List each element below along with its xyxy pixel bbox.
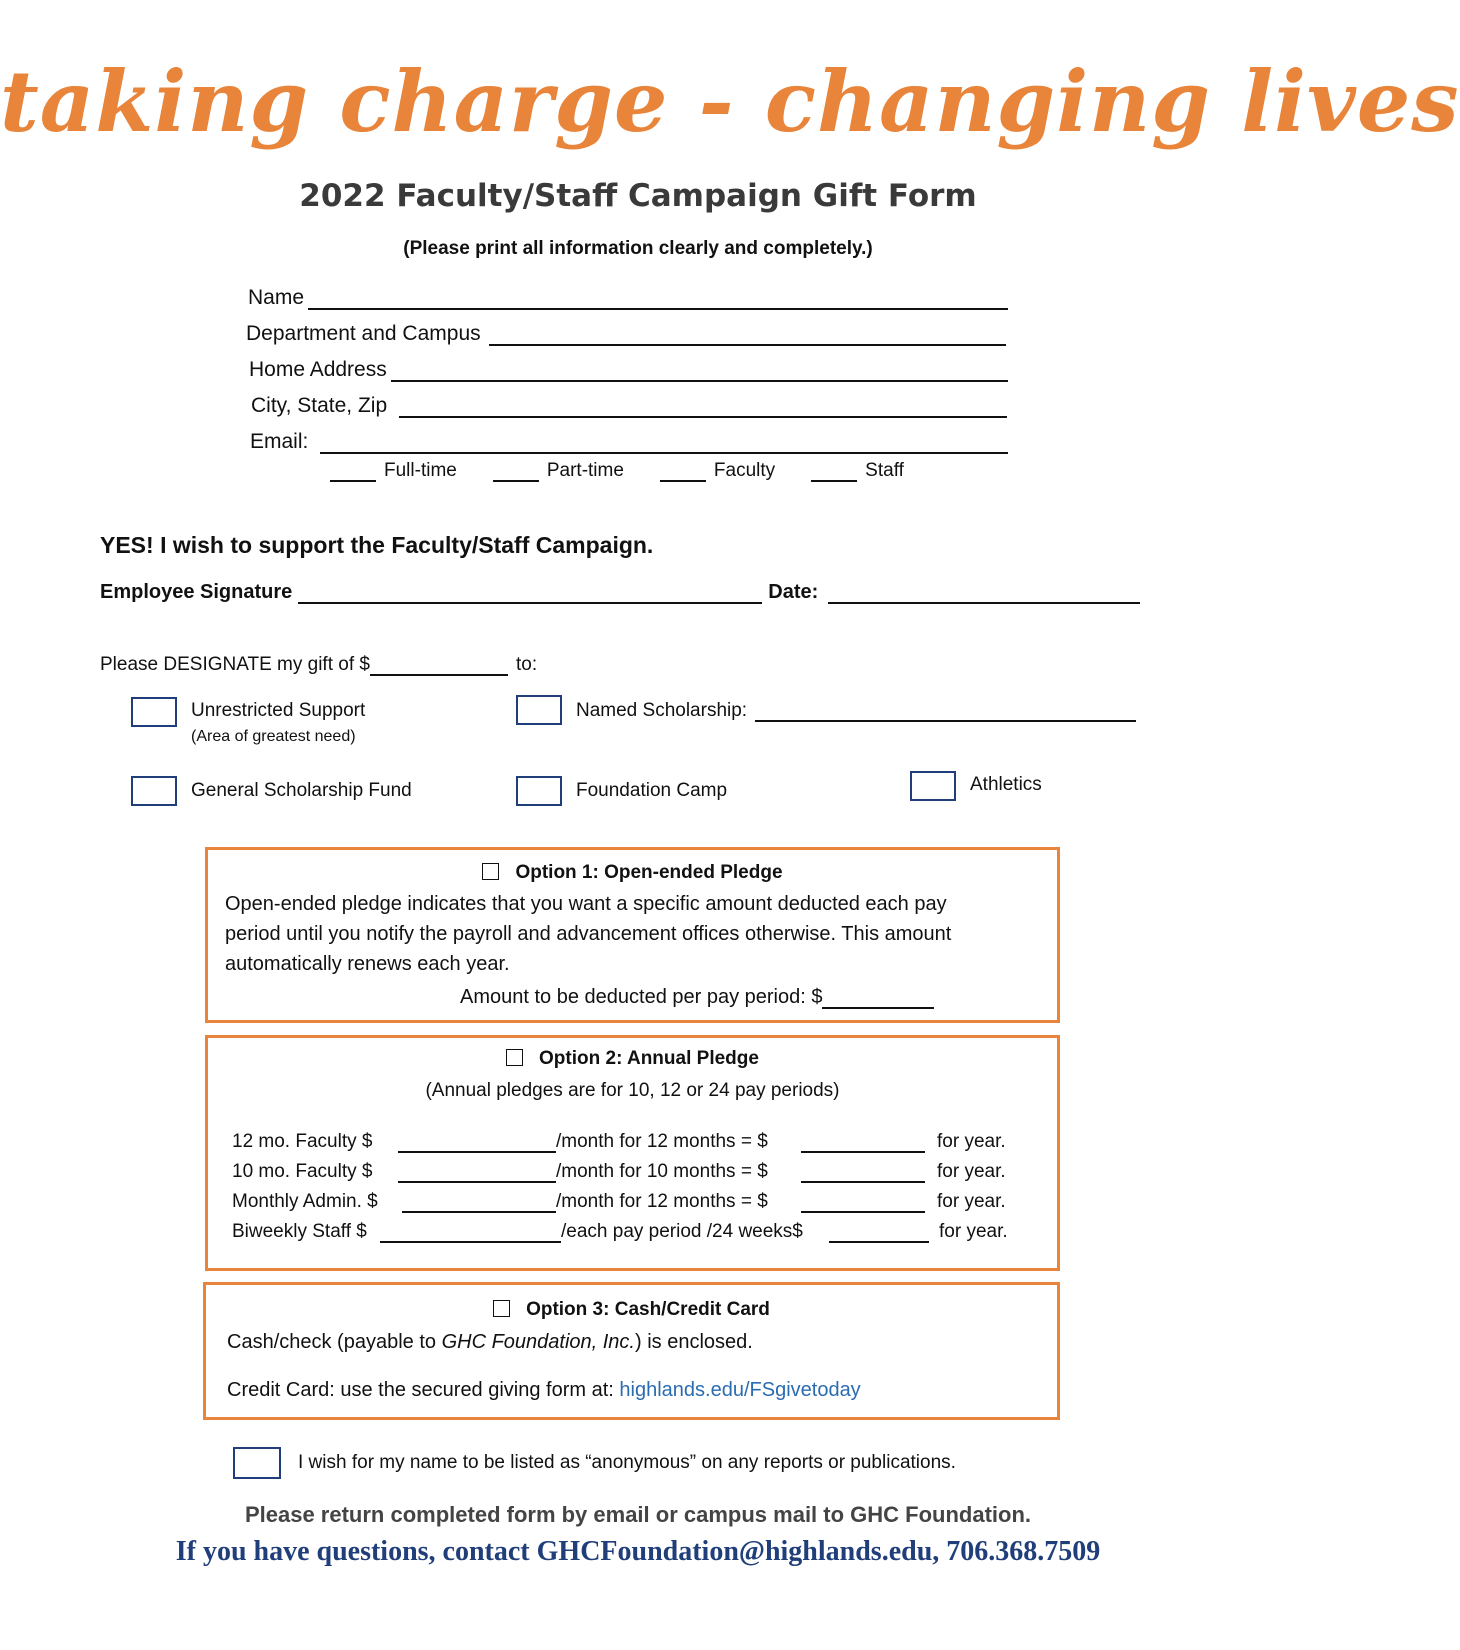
option3-credit-line	[227, 1379, 861, 1402]
employment-type-row	[330, 460, 940, 482]
pledge-total-line[interactable]	[801, 1131, 925, 1153]
pledge-total-line[interactable]	[801, 1161, 925, 1183]
cash-prefix: Cash/check (payable to	[227, 1331, 442, 1353]
option1-amount-line[interactable]	[822, 987, 934, 1009]
pledge-row-end: for year.	[937, 1191, 1006, 1212]
address-label: Home Address	[249, 358, 387, 381]
signature-label: Employee Signature	[100, 581, 293, 603]
city-field[interactable]	[251, 390, 1007, 418]
signature-line[interactable]	[298, 580, 762, 604]
option3-cash-line	[227, 1331, 753, 1354]
option1-amount-row	[460, 986, 934, 1009]
option1-line1: Open-ended pledge indicates that you want a specific amount deducted each pay	[225, 893, 947, 915]
giving-form-link[interactable]: highlands.edu/FSgivetoday	[619, 1379, 861, 1401]
parttime-option[interactable]	[493, 460, 624, 482]
credit-label: Credit Card: use the secured giving form at:	[227, 1379, 620, 1401]
pledge-row-end: for year.	[937, 1161, 1006, 1182]
pledge-row-end: for year.	[937, 1131, 1006, 1152]
pledge-row-biweekly-staff	[232, 1213, 1008, 1243]
staff-blank[interactable]	[811, 460, 857, 482]
option2-checkbox[interactable]	[506, 1049, 523, 1066]
name-line[interactable]	[308, 286, 1008, 310]
option1-line2: period until you notify the payroll and advancement offices otherwise. This amount	[225, 923, 952, 945]
department-field[interactable]	[246, 318, 1006, 346]
email-label: Email:	[250, 430, 309, 453]
athletics-label: Athletics	[970, 774, 1042, 795]
return-instructions: Please return completed form by email or campus mail to GHC Foundation.	[244, 1502, 1032, 1527]
pledge-row-12mo-faculty	[232, 1123, 1006, 1153]
option1-amount-label: Amount to be deducted per pay period: $	[460, 986, 823, 1008]
pledge-row-monthly-admin	[232, 1183, 1006, 1213]
option2-box	[205, 1035, 1060, 1271]
option2-heading: Option 2: Annual Pledge	[539, 1048, 759, 1069]
address-field[interactable]	[249, 354, 1008, 382]
designate-suffix: to:	[515, 654, 538, 675]
option1-heading-row	[208, 862, 1057, 884]
gift-amount-line[interactable]	[370, 654, 508, 676]
option3-box	[203, 1282, 1060, 1420]
option1-heading: Option 1: Open-ended Pledge	[515, 862, 783, 883]
unrestricted-label: Unrestricted Support	[191, 700, 366, 721]
option2-heading-row	[208, 1048, 1057, 1070]
pledge-monthly-line[interactable]	[398, 1131, 556, 1153]
email-line[interactable]	[320, 430, 1008, 454]
designate-row	[100, 654, 537, 676]
general-scholarship-label: General Scholarship Fund	[191, 780, 412, 801]
general-scholarship-checkbox[interactable]	[131, 776, 177, 806]
staff-option[interactable]	[811, 460, 904, 482]
option3-heading: Option 3: Cash/Credit Card	[526, 1299, 770, 1320]
contact-info: If you have questions, contact GHCFoundation@highlands.edu, 706.368.7509	[175, 1536, 1101, 1567]
option2-note: (Annual pledges are for 10, 12 or 24 pay periods)	[425, 1080, 840, 1101]
tagline: taking charge - changing lives	[0, 52, 1460, 151]
city-label: City, State, Zip	[251, 394, 388, 417]
signature-row	[100, 580, 1140, 604]
option1-box	[205, 847, 1060, 1023]
pledge-total-line[interactable]	[829, 1221, 929, 1243]
form-title: 2022 Faculty/Staff Campaign Gift Form	[299, 178, 977, 214]
date-label: Date:	[768, 581, 819, 603]
faculty-option[interactable]	[660, 460, 775, 482]
name-field[interactable]	[248, 282, 1008, 310]
fulltime-blank[interactable]	[330, 460, 376, 482]
pledge-row-label: Monthly Admin. $	[232, 1191, 378, 1212]
pledge-monthly-line[interactable]	[380, 1221, 561, 1243]
pledge-row-end: for year.	[939, 1221, 1008, 1242]
anonymous-checkbox[interactable]	[233, 1447, 281, 1479]
foundation-camp-checkbox[interactable]	[516, 776, 562, 806]
pledge-row-mid: /month for 10 months = $	[556, 1161, 768, 1182]
faculty-blank[interactable]	[660, 460, 706, 482]
form-instructions: (Please print all information clearly and completely.)	[403, 238, 873, 259]
name-label: Name	[248, 286, 305, 309]
email-field[interactable]	[250, 426, 1008, 454]
foundation-camp-label: Foundation Camp	[576, 780, 728, 801]
faculty-label: Faculty	[713, 460, 776, 481]
option1-description	[225, 889, 951, 979]
named-scholarship-label: Named Scholarship:	[576, 700, 748, 721]
parttime-label: Part-time	[546, 460, 624, 481]
department-line[interactable]	[489, 322, 1006, 346]
pledge-row-10mo-faculty	[232, 1153, 1006, 1183]
unrestricted-sublabel: (Area of greatest need)	[191, 728, 356, 745]
date-line[interactable]	[828, 580, 1140, 604]
pledge-row-mid: /month for 12 months = $	[556, 1131, 768, 1152]
pledge-monthly-line[interactable]	[402, 1191, 556, 1213]
city-line[interactable]	[399, 394, 1007, 418]
pledge-row-mid: /each pay period /24 weeks$	[561, 1221, 803, 1242]
pledge-monthly-line[interactable]	[398, 1161, 556, 1183]
option3-checkbox[interactable]	[493, 1300, 510, 1317]
support-heading: YES! I wish to support the Faculty/Staff Campaign.	[100, 532, 654, 558]
athletics-checkbox[interactable]	[910, 771, 956, 801]
named-scholarship-checkbox[interactable]	[516, 695, 562, 725]
pledge-row-label: Biweekly Staff $	[232, 1221, 367, 1242]
department-label: Department and Campus	[246, 322, 481, 345]
option1-line3: automatically renews each year.	[225, 953, 510, 975]
address-line[interactable]	[391, 358, 1008, 382]
staff-label: Staff	[865, 460, 904, 481]
named-scholarship-line[interactable]	[755, 700, 1136, 722]
pledge-row-label: 12 mo. Faculty $	[232, 1131, 373, 1152]
fulltime-option[interactable]	[330, 460, 457, 482]
named-scholarship-field	[576, 700, 1136, 722]
cash-payee: GHC Foundation, Inc.	[441, 1331, 635, 1353]
option3-heading-row	[206, 1299, 1057, 1321]
option1-checkbox[interactable]	[482, 863, 499, 880]
anonymous-label: I wish for my name to be listed as “anonymous” on any reports or publications.	[298, 1452, 956, 1473]
parttime-blank[interactable]	[493, 460, 539, 482]
pledge-row-mid: /month for 12 months = $	[556, 1191, 768, 1212]
unrestricted-checkbox[interactable]	[131, 697, 177, 727]
designate-prefix: Please DESIGNATE my gift of $	[100, 654, 370, 675]
cash-suffix: ) is enclosed.	[635, 1331, 753, 1353]
pledge-row-label: 10 mo. Faculty $	[232, 1161, 373, 1182]
fulltime-label: Full-time	[384, 460, 457, 481]
pledge-total-line[interactable]	[801, 1191, 925, 1213]
